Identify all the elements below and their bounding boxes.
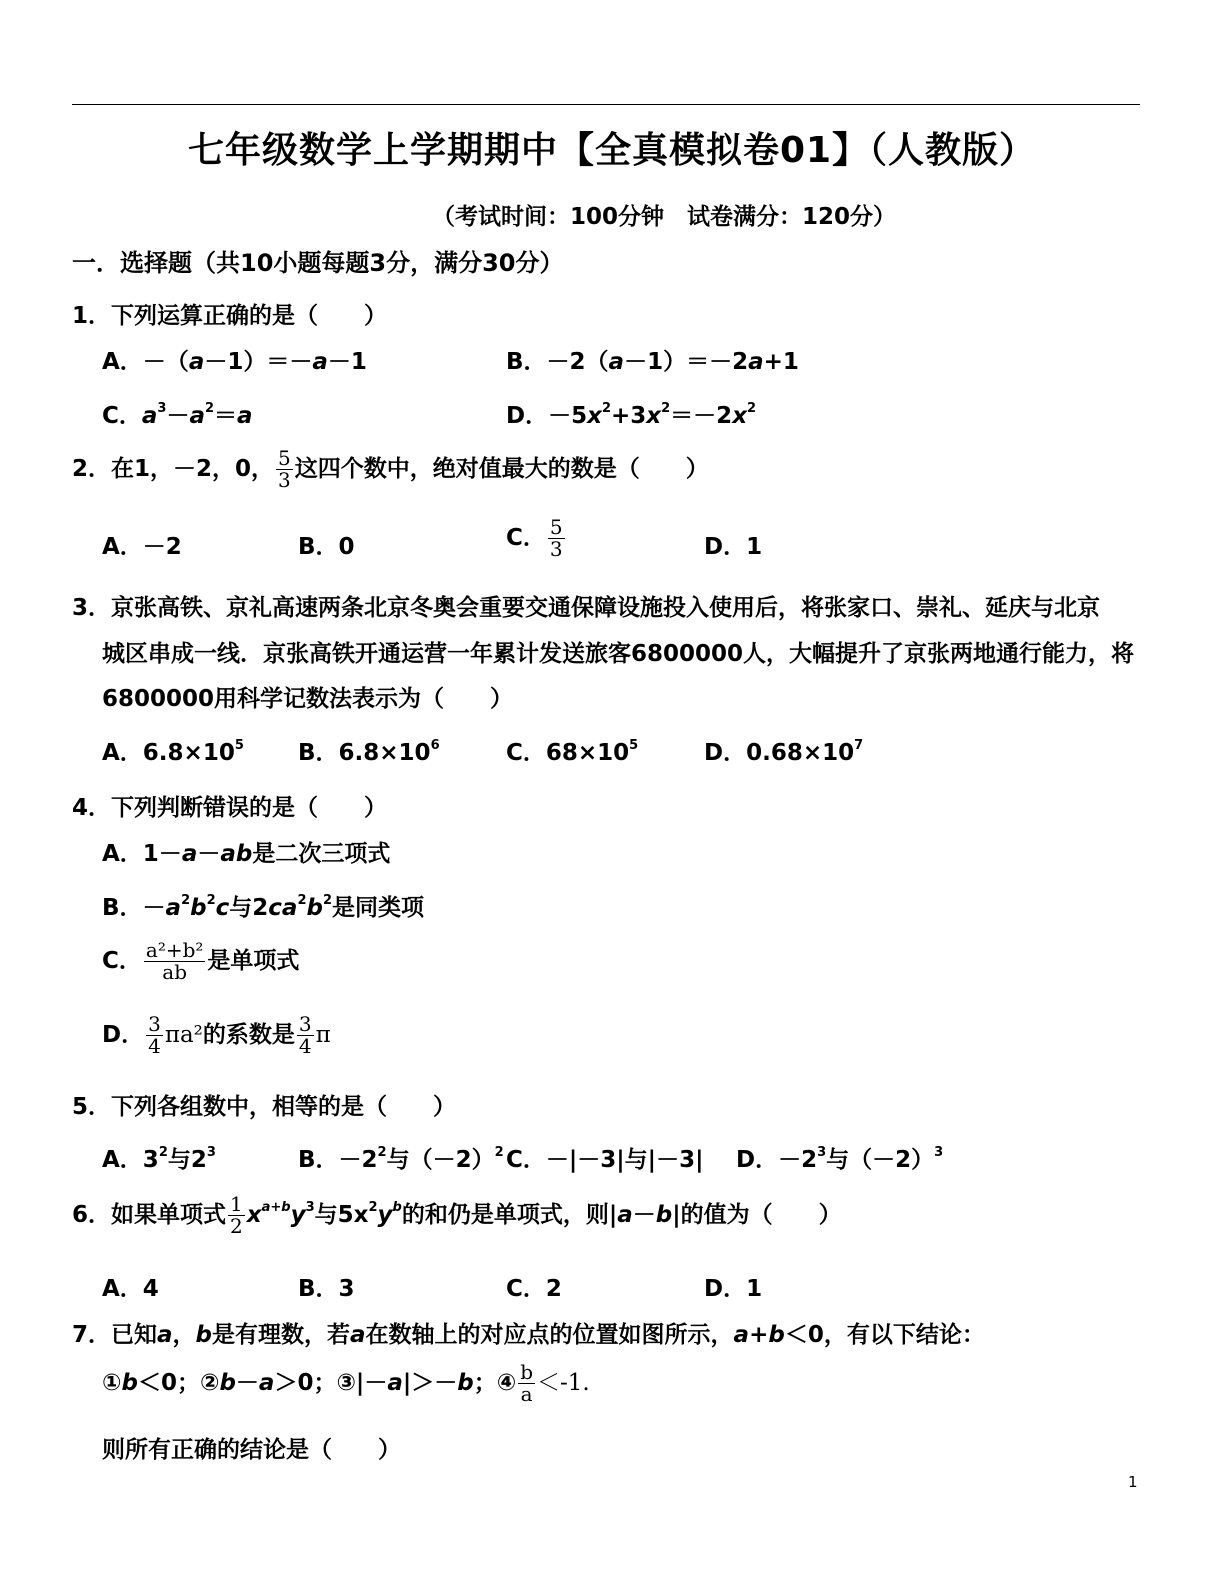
q3-option-a: A．$6.8\times 10^5$ bbox=[102, 738, 244, 766]
q4-option-a: A．1－a－ab是二次三项式 bbox=[102, 841, 391, 867]
q4-stem: 4．下列判断错误的是（ ） bbox=[72, 795, 388, 821]
q2-option-a: A．－2 bbox=[102, 534, 182, 560]
page-number: 1 bbox=[1128, 1473, 1138, 1491]
q7-ask: 则所有正确的结论是（ ） bbox=[102, 1437, 401, 1463]
q5-option-b: B．$-2^2$与$(-2)^2$ bbox=[298, 1145, 504, 1173]
q2-option-c: C． $\frac{5}{3}$ bbox=[506, 515, 563, 561]
q4-option-d: D． $\frac{3}{4}$ πa²的系数是 $\frac{3}{4}$ π bbox=[102, 1012, 331, 1058]
q6-stem: 6．如果单项式 $\frac{1}{2}$ $x^{a+b}y^3$与$5x^2y^b$的和仍是单项式，则|a－b|的值为（ ） bbox=[72, 1192, 842, 1238]
q1-option-b: B．－2（a－1）＝－2a+1 bbox=[506, 349, 799, 375]
q3-option-b: B．$6.8\times 10^6$ bbox=[298, 738, 440, 766]
q6-option-a: A．4 bbox=[102, 1276, 159, 1302]
q3-stem-line1: 3．京张高铁、京礼高速两条北京冬奥会重要交通保障设施投入使用后，将张家口、崇礼、延庆与北京 bbox=[72, 595, 1101, 621]
q4-option-b: B．$-a^2b^2c$与$2ca^2b^2$是同类项 bbox=[102, 893, 424, 921]
q6-option-d: D．1 bbox=[704, 1276, 763, 1302]
page-title: 七年级数学上学期期中【全真模拟卷01】（人教版） bbox=[187, 130, 1037, 171]
q1-option-c: C．$a^3-a^2=a$ bbox=[102, 401, 253, 429]
q3-stem-line2: 城区串成一线．京张高铁开通运营一年累计发送旅客6800000人，大幅提升了京张两地通行能力，将 bbox=[102, 641, 1135, 667]
q1-option-a: A．－（a－1）＝－a－1 bbox=[102, 349, 367, 375]
q6-option-c: C．2 bbox=[506, 1276, 562, 1302]
q5-stem: 5．下列各组数中，相等的是（ ） bbox=[72, 1094, 457, 1120]
q1-stem: 1．下列运算正确的是（ ） bbox=[72, 303, 388, 329]
q6-option-b: B．3 bbox=[298, 1276, 355, 1302]
q5-option-c: C．－|－3|与|－3| bbox=[506, 1147, 704, 1173]
q2-option-d: D．1 bbox=[704, 534, 763, 560]
q2-stem: 2．在1，－2，0， $\frac{5}{3}$ 这四个数中，绝对值最大的数是（ ） bbox=[72, 446, 709, 492]
q5-option-a: A．$3^2$与$2^3$ bbox=[102, 1145, 216, 1173]
q5-option-d: D．$-2^3$与$(-2)^3$ bbox=[736, 1145, 944, 1173]
q7-stem: 7．已知a，b是有理数，若a在数轴上的对应点的位置如图所示，a+b＜0，有以下结论： bbox=[72, 1322, 985, 1348]
q3-option-d: D．$0.68\times 10^7$ bbox=[704, 738, 864, 766]
section-heading: 一．选择题（共10小题每题3分，满分30分） bbox=[72, 249, 564, 277]
q4-c-fraction: $\frac{\text{a²+b²}}{ab}$ bbox=[145, 938, 204, 984]
q3-option-c: C．$68\times 10^5$ bbox=[506, 738, 639, 766]
q2-option-b: B．0 bbox=[298, 534, 355, 560]
q1-option-d: D．$-5x^2+3x^2=-2x^2$ bbox=[506, 401, 757, 429]
q7-conclusions: ①b＜0；②b－a＞0；③|－a|＞－b；④ $\frac{b}{a}$ ＜-1. bbox=[102, 1360, 590, 1406]
q2-fraction: $\frac{5}{3}$ bbox=[278, 446, 291, 492]
q3-stem-line3: 6800000用科学记数法表示为（ ） bbox=[102, 686, 514, 712]
header-rule bbox=[72, 104, 1140, 105]
q4-option-c: C． $\frac{\text{a²+b²}}{ab}$ 是单项式 bbox=[102, 938, 300, 984]
exam-info: （考试时间：100分钟 试卷满分：120分） bbox=[431, 204, 897, 230]
